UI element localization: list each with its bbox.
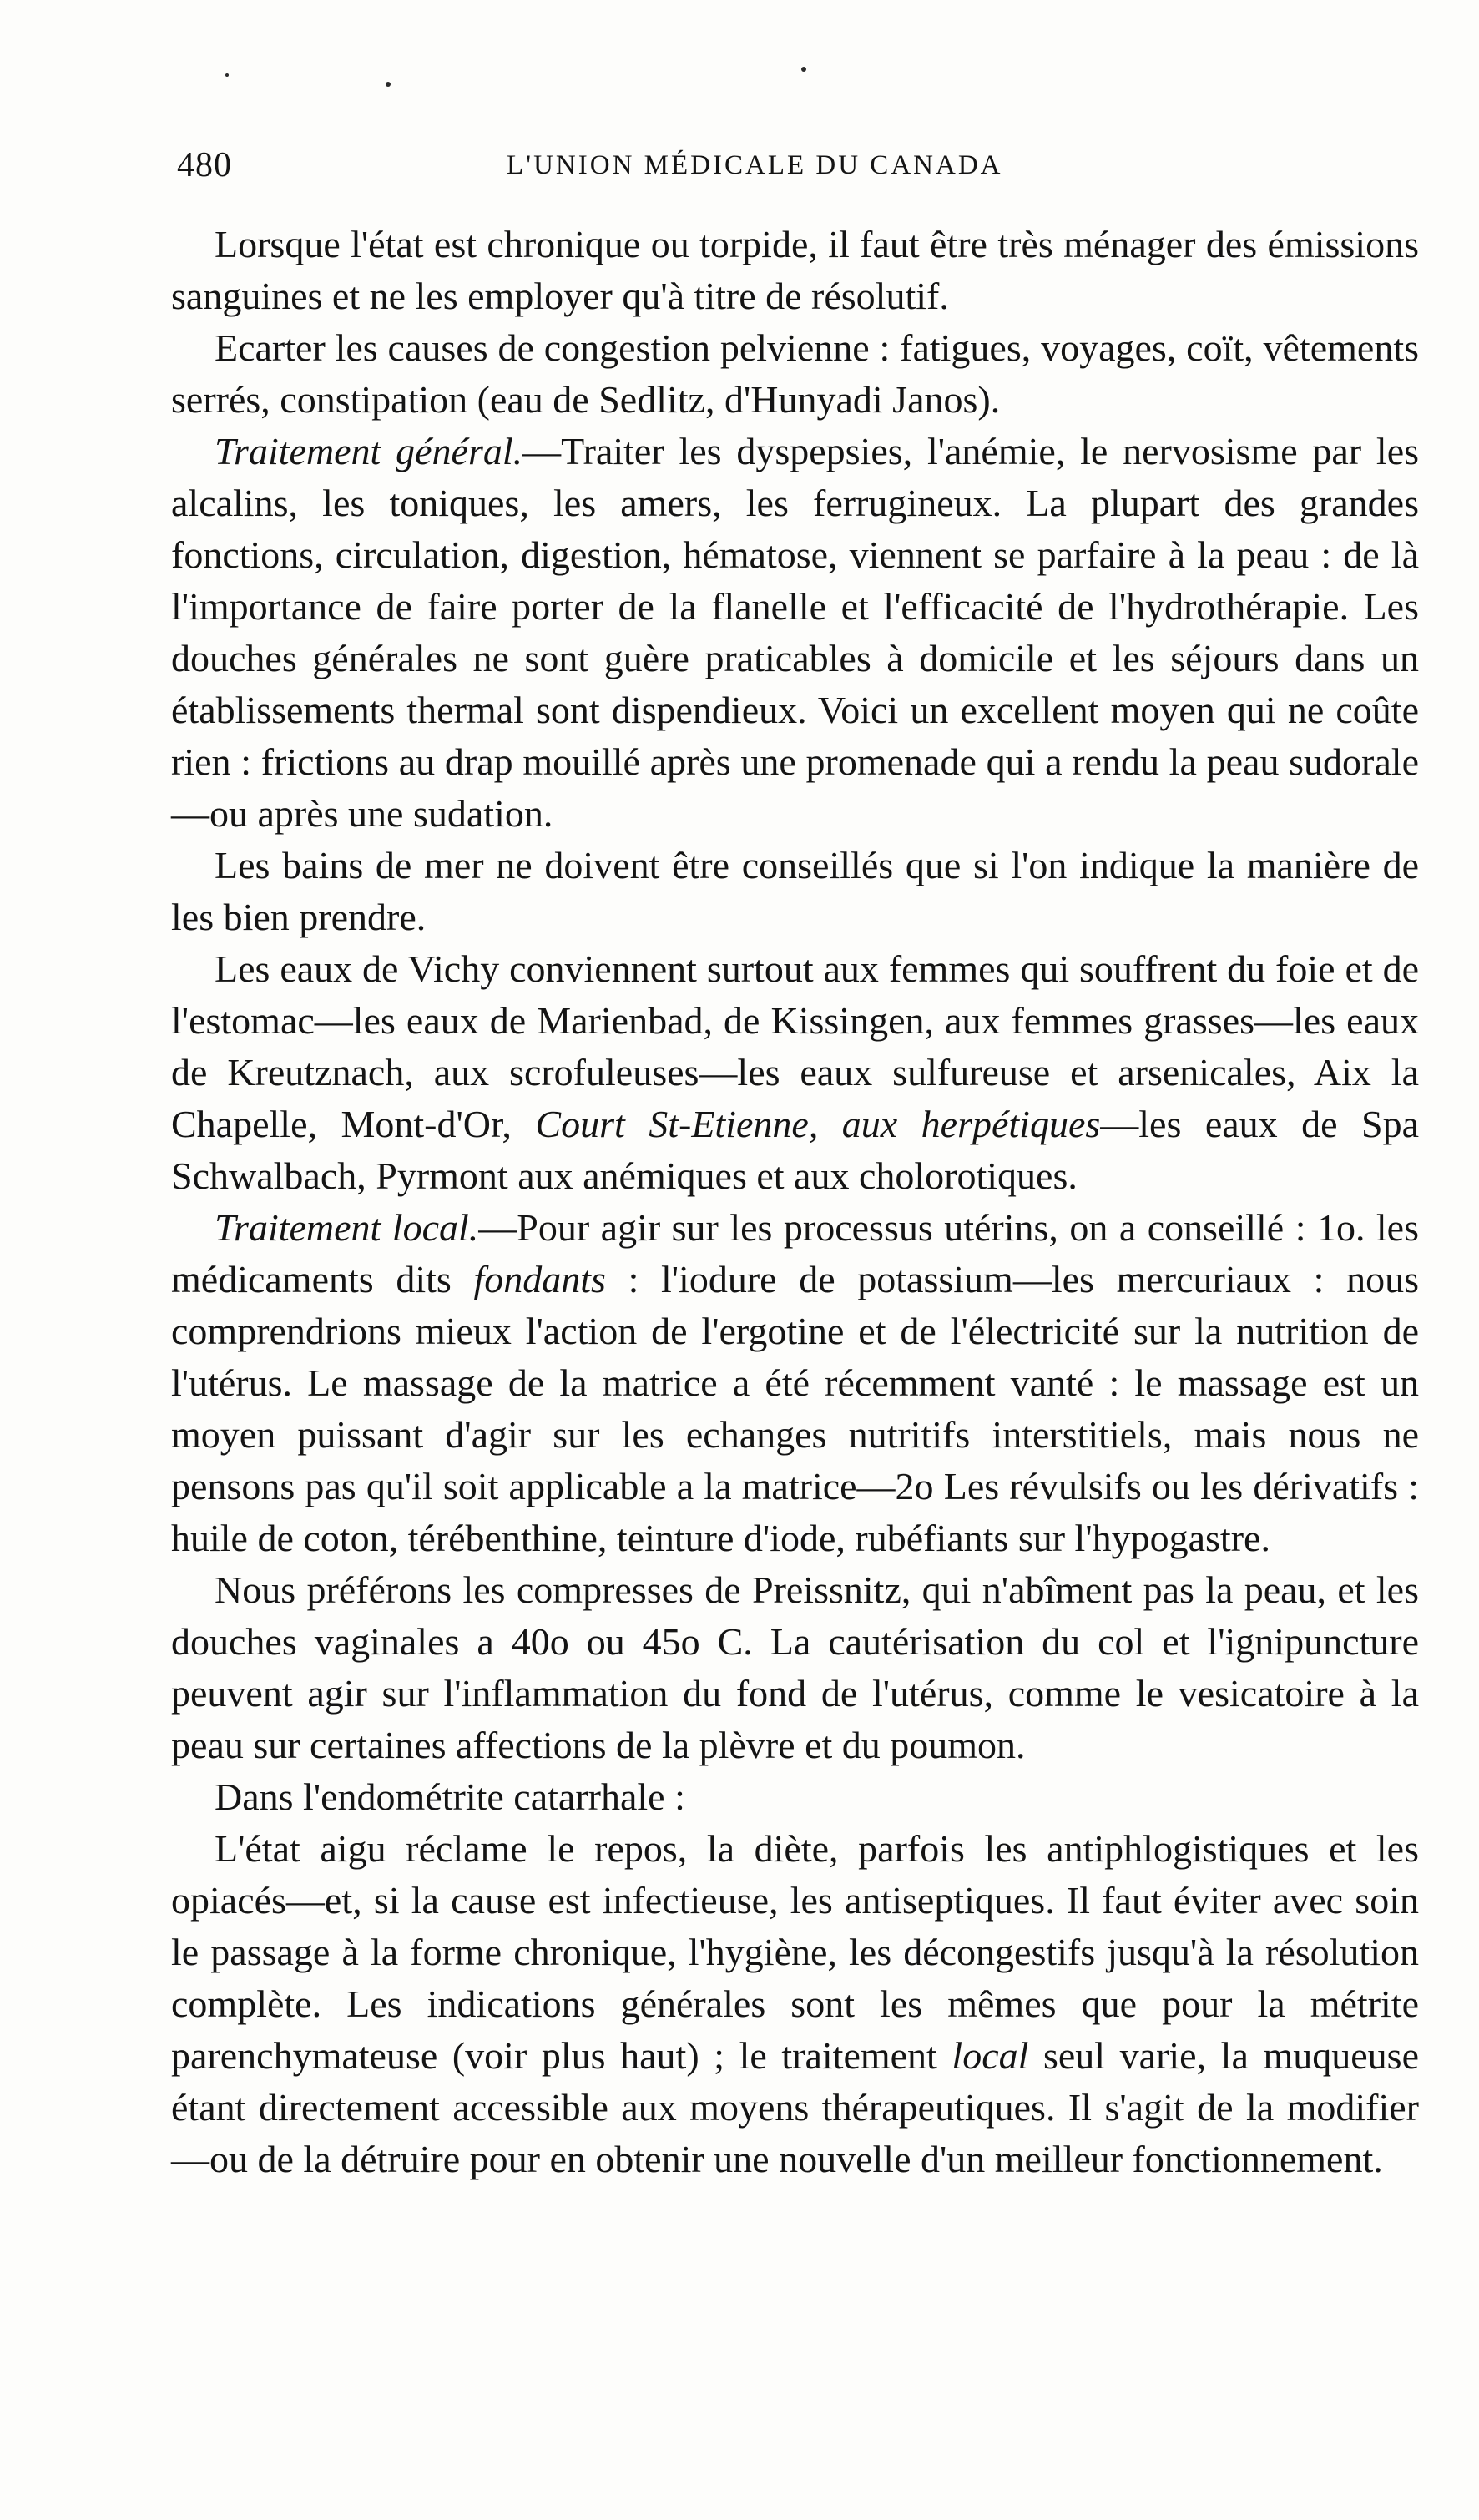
paragraph-local-treatment xyxy=(171,1202,1419,1564)
paragraph-sea-baths xyxy=(171,840,1419,943)
paragraph-text: Les eaux de Vichy conviennent surtout aux femmes qui souffrent du foie et de l'estomac—les eaux de Marienbad, de Kissingen, aux femmes grasses—les eaux de Kreutznach, aux scrofuleuses—les eaux sulfureuse et arsenicales, Aix la Chapelle, Mont-d'Or, xyxy=(171,947,1419,1145)
page-number: 480 xyxy=(177,146,232,184)
paragraph-text: —Traiter les dyspepsies, l'anémie, le nervosisme par les alcalins, les toniques, les amers, les ferrugineux. La plupart des grandes fonctions, circulation, digestion, hématose, viennent se parfaire à la peau : de là l'importance de faire porter de la flanelle et l'efficacité de l'hydrothérapie. Les douches générales ne sont guère praticables à domicile et les séjours dans un établissements thermal sont dispendieux. Voici un excellent moyen qui ne coûte rien : frictions au drap mouillé après une promenade qui a rendu la peau sudorale—ou après une sudation. xyxy=(171,430,1420,835)
emphasis-local: local xyxy=(952,2034,1029,2077)
body-text xyxy=(171,219,1419,2185)
paragraph-text-after: : l'iodure de potassium—les mercuriaux : nous comprendrions mieux l'action de l'ergotine et de l'électricité sur la nutrition de l'utérus. Le massage de la matrice a été récemment vanté : le massage est un moyen puissant d'agir sur les echanges nutritifs interstitiels, mais nous ne pensons pas qu'il soit applicable a la matrice—2o Les révulsifs ou les dérivatifs : huile de coton, térébenthine, teinture d'iode, rubéfiants sur l'hypogastre. xyxy=(171,1258,1420,1559)
paragraph-text: Nous préférons les compresses de Preissnitz, qui n'abîment pas la peau, et les douches vaginales a 40o ou 45o C. La cautérisation du col et l'ignipuncture peuvent agir sur l'inflammation du fond de l'utérus, comme le vesicatoire à la peau sur certaines affections de la plèvre et du poumon. xyxy=(171,1568,1419,1766)
paragraph-text: Lorsque l'état est chronique ou torpide, il faut être très ménager des émissions sanguines et ne les employer qu'à titre de résolutif. xyxy=(171,223,1419,317)
paragraph-text: Dans l'endométrite catarrhale : xyxy=(215,1775,685,1818)
paragraph-thermal-waters xyxy=(171,943,1419,1202)
print-specks xyxy=(225,67,810,92)
paragraph-text: L'état aigu réclame le repos, la diète, parfois les antiphlogistiques et les opiacés—et, si la cause est infectieuse, les antiseptiques. Il faut éviter avec soin le passage à la forme chronique, l'hygiène, les décongestifs jusqu'à la résolution complète. Les indications générales sont les mêmes que pour la métrite parenchymateuse (voir plus haut) ; le traitement xyxy=(171,1827,1419,2077)
print-speck xyxy=(801,67,806,72)
paragraph-text-after: seul varie, la muqueuse étant directement accessible aux moyens thérapeutiques. Il s'agit de la modifier—ou de la détruire pour en obtenir une nouvelle d'un meilleur fonctionnement. xyxy=(171,2034,1419,2180)
print-speck xyxy=(386,82,391,87)
paragraph-acute-state xyxy=(171,1823,1419,2185)
paragraph-general-treatment xyxy=(171,426,1419,840)
paragraph-compresses xyxy=(171,1564,1419,1771)
emphasis-herpetic: Court St-Etienne, aux herpétiques xyxy=(535,1103,1101,1145)
paragraph-text: Les bains de mer ne doivent être conseillés que si l'on indique la manière de les bien prendre. xyxy=(171,844,1419,938)
section-lead-local-treatment: Traitement local. xyxy=(215,1206,479,1249)
emphasis-fondants: fondants xyxy=(473,1258,606,1300)
paragraph-text-after: —les eaux de Spa Schwalbach, Pyrmont aux anémiques et aux cholorotiques. xyxy=(171,1103,1419,1197)
paragraph-text: —Pour agir sur les processus utérins, on a conseillé : 1o. les médicaments dits xyxy=(171,1206,1420,1300)
running-title: L'UNION MÉDICALE DU CANADA xyxy=(507,150,1003,180)
paragraph-catarrhal-endometritis xyxy=(171,1771,1419,1823)
print-speck xyxy=(225,73,229,77)
page-header xyxy=(177,140,1419,190)
section-lead-general-treatment: Traitement général. xyxy=(215,430,523,472)
paragraph-pelvic-congestion xyxy=(171,322,1419,426)
paragraph-chronic-state xyxy=(171,219,1419,322)
paragraph-text: Ecarter les causes de congestion pelvienne : fatigues, voyages, coït, vêtements serrés, constipation (eau de Sedlitz, d'Hunyadi Janos). xyxy=(171,326,1419,421)
